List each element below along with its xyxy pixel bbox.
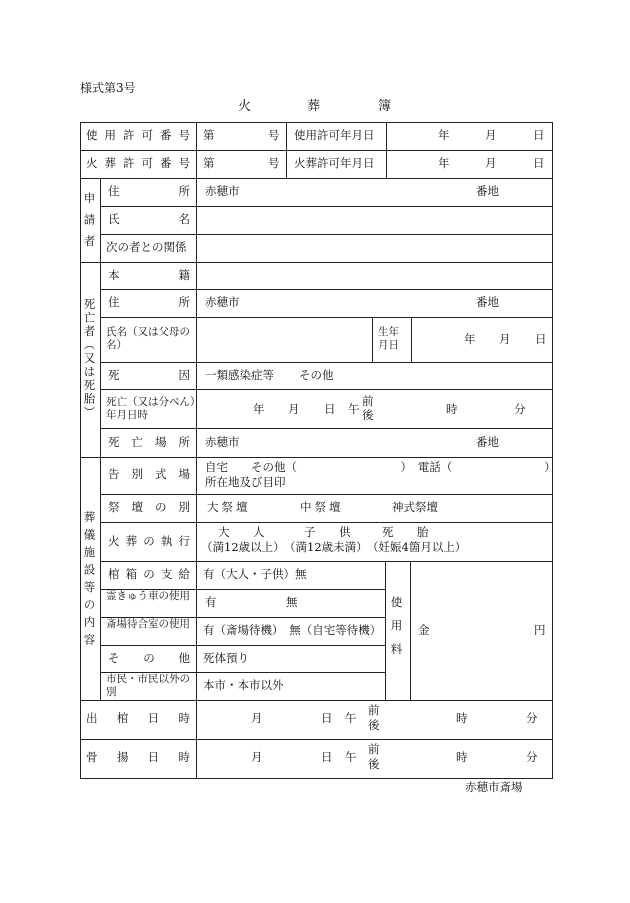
waiting-value[interactable]: 有（斎場待機） 無（自宅等待機）	[203, 623, 382, 637]
label-char: 葬	[125, 534, 138, 548]
applicant-address-label	[108, 186, 190, 198]
resident-label: 市民・市民以外の別	[106, 673, 190, 698]
death-minute: 分	[514, 402, 526, 416]
use-permit-dai: 第	[203, 128, 215, 142]
bone-pm[interactable]: 後	[368, 757, 380, 771]
label-char: の	[143, 651, 155, 665]
label-char: 別	[178, 500, 190, 514]
label-char: 住	[108, 295, 120, 309]
hline	[80, 150, 553, 151]
other-label	[108, 653, 190, 665]
border-right	[552, 122, 553, 779]
vline-label	[196, 122, 197, 779]
deceased-birth-year: 年	[464, 332, 476, 346]
label-char: 告	[108, 467, 120, 481]
hline	[100, 362, 553, 363]
label-char: 時	[178, 711, 190, 725]
death-hour: 時	[446, 402, 458, 416]
label-char: 揚	[116, 750, 129, 764]
bone-label	[86, 752, 190, 764]
label-char: 亡	[131, 435, 143, 449]
departure-label	[86, 713, 190, 725]
label-char: の	[143, 567, 155, 581]
hline	[100, 494, 553, 495]
resident-value[interactable]: 本市・本市以外	[203, 678, 284, 692]
hline	[80, 739, 553, 740]
bone-hour: 時	[456, 750, 468, 764]
hline	[100, 389, 553, 390]
label-char: そ	[108, 651, 120, 665]
death-day: 日	[324, 402, 336, 416]
applicant-side-label: 申請者	[82, 192, 97, 257]
bone-day: 日	[321, 750, 333, 764]
page-title-char-2: 葬	[307, 99, 321, 114]
label-char: 他	[178, 651, 190, 665]
applicant-address-banchi: 番地	[476, 184, 499, 198]
applicant-relation-label: 次の者との関係	[106, 240, 187, 254]
label-char: 可	[141, 128, 153, 142]
applicant-address-city: 赤穂市	[205, 184, 240, 198]
exec-adult-note: （満12歳以上）	[201, 540, 285, 554]
bone-go: 午	[345, 750, 357, 764]
bone-minute: 分	[526, 750, 538, 764]
deceased-name-label: 氏名（又は父母の名）	[106, 326, 190, 351]
fee-label: 使用料	[389, 596, 404, 667]
use-permit-day: 日	[533, 128, 545, 142]
cremation-permit-number-label	[86, 158, 190, 170]
bone-month: 月	[251, 750, 263, 764]
vline	[386, 122, 387, 179]
fee-yen: 円	[534, 623, 546, 637]
label-char: 因	[178, 368, 190, 382]
label-char: 壇	[131, 500, 143, 514]
hline	[80, 457, 553, 458]
label-char: 場	[155, 435, 167, 449]
exec-child[interactable]: 子 供	[304, 525, 357, 539]
cremation-permit-date-label: 火葬許可年月日	[294, 156, 375, 170]
label-char: 住	[108, 184, 120, 198]
label-char: 行	[178, 534, 190, 548]
cause-option-other[interactable]: その他	[299, 368, 334, 382]
hline	[100, 234, 553, 235]
cremation-permit-month: 月	[485, 156, 497, 170]
vline	[372, 317, 373, 363]
exec-adult[interactable]: 大 人	[218, 525, 271, 539]
deceased-cause-label	[108, 370, 190, 382]
death-month: 月	[288, 402, 300, 416]
label-char: 所	[178, 295, 190, 309]
label-char: 所	[178, 184, 190, 198]
death-go: 午	[348, 402, 360, 416]
death-year: 年	[253, 402, 265, 416]
label-char: 火	[86, 156, 98, 170]
label-char: 時	[178, 750, 190, 764]
cremation-permit-year: 年	[438, 156, 450, 170]
label-char: の	[143, 534, 155, 548]
form-number: 様式第3号	[80, 81, 136, 95]
label-char: 別	[131, 467, 143, 481]
deceased-place-banchi: 番地	[476, 435, 499, 449]
departure-am[interactable]: 前	[368, 703, 380, 717]
border-left	[80, 122, 81, 779]
deceased-address-city: 赤穂市	[205, 295, 240, 309]
deceased-side-label: 死亡者（又は死胎）	[82, 298, 97, 420]
label-char: の	[155, 500, 167, 514]
label-char: 名	[178, 212, 190, 226]
death-pm[interactable]: 後	[362, 408, 374, 422]
use-permit-month: 月	[485, 128, 497, 142]
label-char: 用	[104, 128, 116, 142]
vline	[410, 561, 411, 701]
ceremony-location: 所在地及び目印	[205, 475, 286, 489]
border-top	[80, 122, 553, 123]
hline	[100, 522, 553, 523]
altar-option-shinto[interactable]: 神式祭壇	[392, 500, 438, 514]
deceased-address-banchi: 番地	[476, 295, 499, 309]
label-char: 場	[178, 467, 190, 481]
cause-option-infectious[interactable]: 一類感染症等	[205, 368, 274, 382]
execution-label	[108, 536, 190, 548]
deceased-birth-label: 生年月日	[378, 326, 399, 351]
hline	[100, 206, 553, 207]
hearse-label: 霊きゅう車の使用	[106, 590, 190, 602]
label-char: 葬	[104, 156, 116, 170]
vline	[411, 317, 412, 363]
hearse-yes[interactable]: 有	[205, 595, 217, 609]
ceremony-label	[108, 469, 190, 481]
label-char: 箱	[125, 567, 138, 581]
hline	[80, 178, 553, 179]
cremation-permit-day: 日	[533, 156, 545, 170]
departure-day: 日	[321, 711, 333, 725]
deceased-place-city: 赤穂市	[205, 435, 240, 449]
label-char: 式	[155, 467, 167, 481]
vline-side	[100, 178, 101, 701]
coffin-value[interactable]: 有（大人・子供）無	[203, 567, 307, 581]
label-char: 死	[108, 435, 120, 449]
label-char: 本	[108, 268, 120, 282]
label-char: 許	[123, 156, 135, 170]
deceased-place-label	[108, 437, 190, 449]
label-char: 番	[160, 128, 172, 142]
departure-go: 午	[345, 711, 357, 725]
label-char: 火	[108, 534, 120, 548]
label-char: 可	[141, 156, 153, 170]
use-permit-number-label	[86, 130, 190, 142]
altar-option-large[interactable]: 大祭壇	[207, 500, 251, 514]
vline	[286, 122, 287, 179]
label-char: 号	[178, 156, 190, 170]
label-char: 給	[178, 567, 190, 581]
deceased-death-time-label: 死亡（又は分べん）年月日時	[106, 396, 196, 421]
deceased-birth-day: 日	[535, 332, 547, 346]
label-char: 日	[147, 711, 160, 725]
hline	[100, 645, 385, 646]
waiting-label: 斎場待合室の使用	[106, 618, 190, 630]
altar-label	[108, 502, 190, 514]
fee-kin: 金	[418, 623, 430, 637]
exec-stillborn-note: （妊娠4箇月以上）	[367, 540, 467, 554]
label-char: 氏	[108, 212, 120, 226]
hline	[80, 262, 553, 263]
hline	[100, 317, 553, 318]
label-char: 使	[86, 128, 98, 142]
departure-pm[interactable]: 後	[368, 718, 380, 732]
departure-month: 月	[251, 711, 263, 725]
cremation-permit-go: 号	[268, 156, 280, 170]
hline	[100, 289, 553, 290]
page-title-char-3: 簿	[378, 99, 392, 114]
label-char: 籍	[178, 268, 190, 282]
label-char: 死	[108, 368, 120, 382]
use-permit-date-label: 使用許可年月日	[294, 128, 375, 142]
page-title-char-1: 火	[238, 99, 252, 114]
hline	[100, 561, 553, 562]
deceased-address-label	[108, 297, 190, 309]
deceased-birth-month: 月	[499, 332, 511, 346]
label-char: 番	[160, 156, 172, 170]
label-char: 日	[147, 750, 160, 764]
exec-child-note: （満12歳未満）	[284, 540, 368, 554]
label-char: 執	[160, 534, 173, 548]
hearse-no[interactable]: 無	[286, 595, 298, 609]
hline	[100, 428, 553, 429]
use-permit-year: 年	[438, 128, 450, 142]
other-value[interactable]: 死体預り	[203, 651, 249, 665]
label-char: 所	[178, 435, 190, 449]
use-permit-go: 号	[268, 128, 280, 142]
label-char: 許	[123, 128, 135, 142]
altar-option-medium[interactable]: 中祭壇	[300, 500, 344, 514]
ceremony-options[interactable]: 自宅 その他（ ） 電話（ ）	[205, 460, 556, 474]
funeral-side-label: 葬儀施設等の内容	[82, 511, 97, 651]
deceased-honseki-label	[108, 270, 190, 282]
death-am[interactable]: 前	[362, 394, 374, 408]
border-bottom	[80, 778, 553, 779]
label-char: 棺	[116, 711, 129, 725]
label-char: 号	[178, 128, 190, 142]
label-char: 支	[160, 567, 173, 581]
label-char: 祭	[108, 500, 120, 514]
label-char: 出	[86, 711, 98, 725]
label-char: 棺	[108, 567, 120, 581]
hline	[80, 700, 553, 701]
issuer-name: 赤穂市斎場	[465, 780, 523, 794]
label-char: 骨	[86, 750, 98, 764]
exec-stillborn[interactable]: 死 胎	[382, 525, 435, 539]
departure-minute: 分	[526, 711, 538, 725]
cremation-permit-dai: 第	[203, 156, 215, 170]
departure-hour: 時	[456, 711, 468, 725]
applicant-name-label	[108, 214, 190, 226]
coffin-label	[108, 569, 190, 581]
bone-am[interactable]: 前	[368, 742, 380, 756]
vline	[385, 561, 386, 701]
